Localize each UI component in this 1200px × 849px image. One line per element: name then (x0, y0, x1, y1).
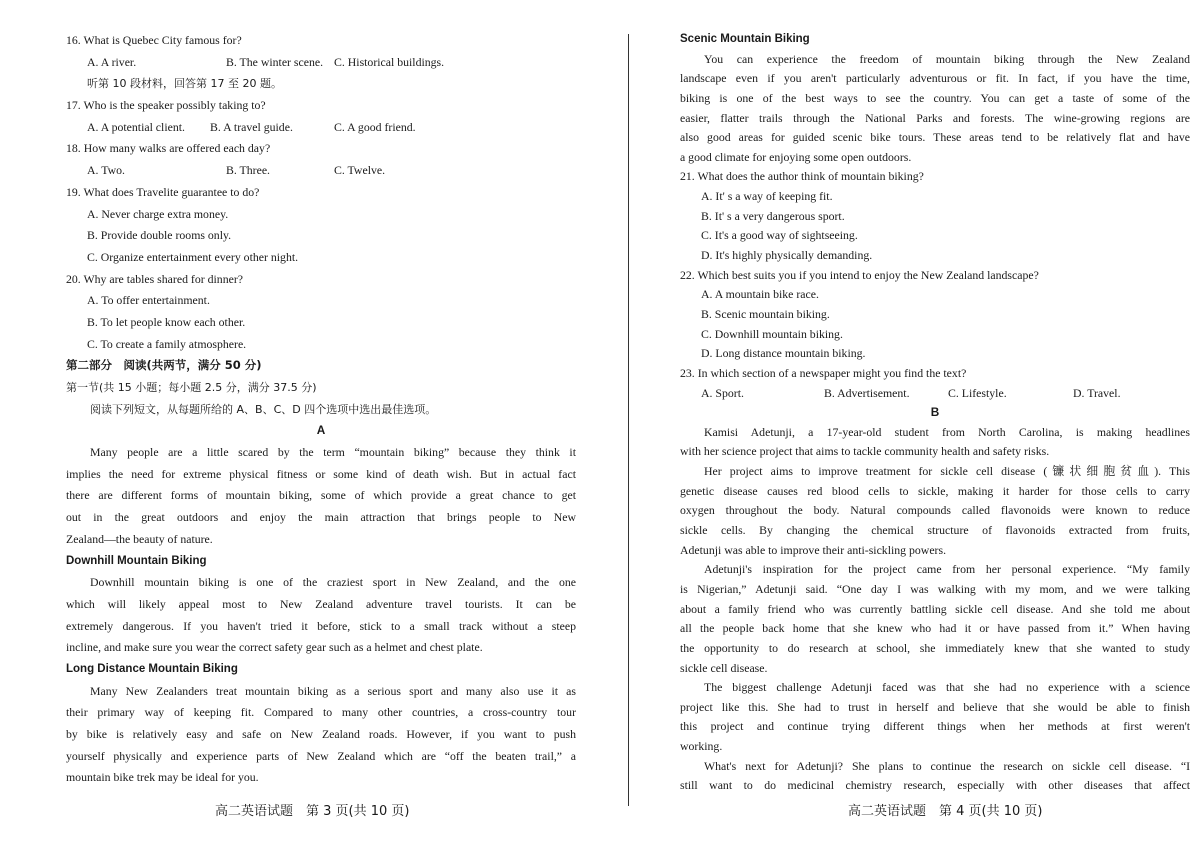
passage-b-line: sickle cells. By changing the chemical structure of flavonoids extracted from fruits, (680, 523, 1190, 538)
reading-instruction: 阅读下列短文，从每题所给的 A、B、C、D 四个选项中选出最佳选项。 (90, 402, 437, 416)
q22-option-a: A. A mountain bike race. (701, 287, 819, 302)
left-page-column (66, 30, 576, 789)
listening-instruction: 听第 10 段材料，回答第 17 至 20 题。 (87, 77, 282, 91)
passage-a-line: also good areas for guided scenic bike tours. These areas tend to be relatively flat and have (680, 130, 1190, 145)
passage-a-line: which will likely appeal most to New Zealand adventure travel tourists. It can be (66, 596, 576, 611)
question-16: 16. What is Quebec City famous for? (66, 33, 242, 47)
q22-option-b: B. Scenic mountain biking. (701, 306, 830, 321)
question-22: 22. Which best suits you if you intend to enjoy the New Zealand landscape? (680, 267, 1039, 282)
passage-a-line: Many people are a little scared by the term “mountain biking” because they think it (90, 445, 576, 460)
long-distance-heading: Long Distance Mountain Biking (66, 662, 238, 675)
passage-a-line: Zealand—the beauty of nature. (66, 531, 213, 546)
q23-option-a: A. Sport. (701, 385, 744, 400)
passage-a-line: implies the need for extreme physical fitness or some kind of death wish. But in actual fact (66, 466, 576, 481)
q17-option-a: A. A potential client. (87, 119, 185, 134)
q18-option-c: C. Twelve. (334, 163, 386, 178)
passage-a-line: yourself physically and experience parts of New Zealand which are “off the beaten trail,” a (66, 748, 576, 763)
passage-b-line: working. (680, 739, 723, 754)
q21-option-b: B. It' s a very dangerous sport. (701, 208, 845, 223)
q17-option-b: B. A travel guide. (210, 119, 293, 134)
q20-option-c: C. To create a family atmosphere. (87, 336, 247, 351)
passage-b-line: genetic disease causes red blood cells to sickle, making it harder for those cells to carry (680, 483, 1190, 498)
q23-option-b: B. Advertisement. (824, 385, 910, 400)
passage-a-line: their primary way of keeping fit. Compared to many other countries, a cross-country tour (66, 705, 576, 720)
question-18: 18. How many walks are offered each day? (66, 141, 271, 156)
q17-option-c: C. A good friend. (334, 119, 416, 134)
passage-b-label: B (930, 405, 940, 420)
passage-a-line: easier, flatter trails through the National Parks and forests. The wine-growing regions are (680, 110, 1190, 125)
passage-b-line: Adetunji's inspiration for the project came from her personal experience. “My family (704, 562, 1190, 577)
right-page-column (680, 30, 1190, 796)
passage-a-line: Downhill mountain biking is one of the craziest sport in New Zealand, and the one (90, 575, 576, 590)
passage-a-line: by bike is relatively easy and safe on New Zealand roads. However, if you want to push (66, 727, 576, 741)
passage-a-line: biking is one of the best ways to see the country. You can get a taste of some of the (680, 90, 1190, 105)
page-footer-right: 高二英语试题 第 4 页(共 10 页) (848, 804, 1043, 819)
passage-b-line: Kamisi Adetunji, a 17-year-old student from North Carolina, is making headlines (704, 424, 1190, 439)
q19-option-b: B. Provide double rooms only. (87, 228, 232, 243)
q21-option-a: A. It' s a way of keeping fit. (701, 189, 833, 204)
section-one-heading: 第一节(共 15 小题；每小题 2.5 分，满分 37.5 分) (66, 381, 317, 394)
passage-b-line: with her science project that aims to tackle community health and safety risks. (680, 444, 1050, 459)
passage-a-line: incline, and make sure you wear the correct safety gear such as a helmet and chest plate. (66, 640, 483, 655)
question-20: 20. Why are tables shared for dinner? (66, 271, 243, 286)
q16-option-b: B. The winter scene. (226, 54, 324, 69)
q19-option-a: A. Never charge extra money. (87, 206, 229, 221)
question-16-options (66, 52, 576, 74)
q22-option-d: D. Long distance mountain biking. (701, 346, 866, 361)
passage-a-line: a good climate for enjoying some open outdoors. (680, 149, 912, 164)
part-two-heading: 第二部分 阅读(共两节，满分 50 分) (66, 358, 262, 373)
q21-option-c: C. It's a good way of sightseeing. (701, 228, 858, 243)
question-23-options (680, 384, 1190, 404)
q21-option-d: D. It's highly physically demanding. (701, 248, 873, 263)
scenic-heading: Scenic Mountain Biking (680, 33, 810, 45)
passage-b-line: oxygen throughout the body. Natural compounds called flavonoids were known to reduce (680, 503, 1190, 518)
question-19: 19. What does Travelite guarantee to do? (66, 184, 260, 199)
passage-b-line: the opportunity to do research at school, she immediately knew that she wanted to study (680, 640, 1190, 655)
q16-option-a: A. A river. (87, 54, 137, 69)
passage-b-line: Her project aims to improve treatment for sickle cell disease (镰状细胞贫血). This (704, 464, 1190, 479)
q20-option-b: B. To let people know each other. (87, 314, 246, 329)
q23-option-c: C. Lifestyle. (948, 385, 1007, 400)
column-divider (628, 34, 629, 806)
passage-b-line: is Nigerian,” Adetunji said. “One day I was walking with my mom, and we were talking (680, 581, 1190, 596)
passage-b-line: What's next for Adetunji? She plans to continue the research on sickle cell disease. “I (704, 758, 1190, 773)
q22-option-c: C. Downhill mountain biking. (701, 326, 843, 341)
passage-a-line: there are different forms of mountain biking, some of which provide a great chance to get (66, 488, 576, 503)
question-18-options (66, 160, 576, 182)
q18-option-a: A. Two. (87, 163, 125, 178)
q16-option-c: C. Historical buildings. (334, 54, 445, 69)
passage-b-line: about a family friend who was currently battling sickle cell disease. And she told me about (680, 601, 1190, 616)
passage-a-label: A (316, 423, 326, 438)
downhill-heading: Downhill Mountain Biking (66, 554, 207, 567)
q20-option-a: A. To offer entertainment. (87, 293, 210, 308)
passage-b-line: project like this. She had to trust in herself and believe that she would be able to finish (680, 699, 1190, 714)
question-17: 17. Who is the speaker possibly taking to? (66, 98, 266, 113)
passage-b-line: all the people back home that she knew who had it or have passed from it.” When having (680, 621, 1190, 636)
passage-b-line: sickle cell disease. (680, 660, 768, 675)
passage-b-line: this project and continue trying different things when her methods at first weren't (680, 719, 1190, 734)
question-23: 23. In which section of a newspaper might you find the text? (680, 365, 967, 380)
passage-a-line: mountain bike trek may be ideal for you. (66, 770, 259, 785)
passage-a-line: extremely dangerous. If you haven't tried it before, stick to a small track without a steep (66, 618, 576, 633)
page-footer-left: 高二英语试题 第 3 页(共 10 页) (215, 804, 410, 819)
q18-option-b: B. Three. (226, 163, 271, 178)
question-17-options (66, 117, 576, 139)
passage-a-line: You can experience the freedom of mountain biking through the New Zealand (704, 51, 1190, 66)
passage-a-line: out in the great outdoors and enjoy the main attraction that brings people to New (66, 510, 576, 525)
q19-option-c: C. Organize entertainment every other night. (87, 249, 299, 264)
passage-b-line: still want to do medicinal chemistry research, especially with other diseases that affect (680, 778, 1190, 793)
passage-b-line: The biggest challenge Adetunji faced was that she had no experience with a science (704, 680, 1190, 695)
question-21: 21. What does the author think of mountain biking? (680, 169, 924, 184)
q23-option-d: D. Travel. (1073, 385, 1121, 400)
passage-b-line: Adetunji was able to improve their anti-sickling powers. (680, 542, 947, 557)
passage-a-line: landscape even if you aren't particularly adventurous or fit. In fact, if you have the time, (680, 71, 1190, 86)
passage-a-line: Many New Zealanders treat mountain biking as a serious sport and many also use it as (90, 683, 576, 698)
